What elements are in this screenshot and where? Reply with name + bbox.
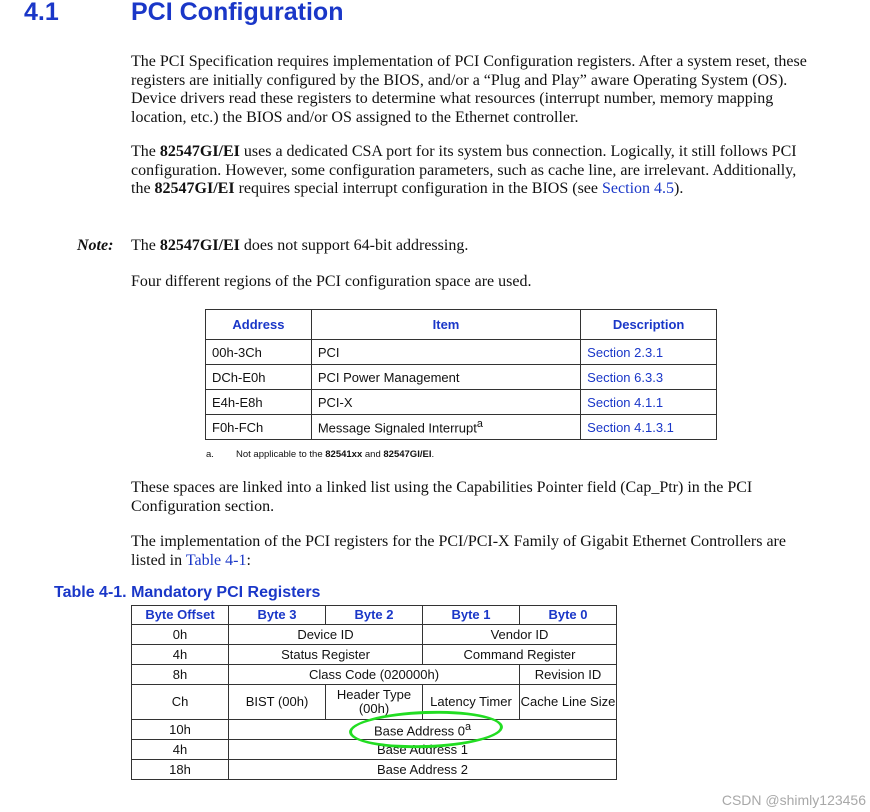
register-cell: Command Register xyxy=(423,645,617,665)
table-4-1-link[interactable]: Table 4-1 xyxy=(185,551,247,569)
column-header: Item xyxy=(311,310,580,340)
item-cell: PCI xyxy=(311,340,580,365)
register-cell: Base Address 1 xyxy=(229,740,617,760)
address-cell: E4h-E8h xyxy=(206,390,312,415)
register-cell: Header Type (00h) xyxy=(326,685,423,720)
table-row xyxy=(132,685,617,720)
regions-paragraph: Four different regions of the PCI configuration space are used. xyxy=(131,273,532,290)
table-footnote: a. Not applicable to the 82541xx and 82547GI/EI. xyxy=(206,449,435,460)
offset-cell: Ch xyxy=(132,685,229,720)
watermark: CSDN @shimly123456 xyxy=(721,792,866,808)
intro-paragraph: The PCI Specification requires implementation of PCI Configuration registers. After a system reset, these registers are initially configured by the BIOS, and/or a “Plug and Play” aware Operating System (OS). Device drivers read these registers to determine what resources (interrupt number, memory mapping location, etc.) the BIOS and/or OS assigned to the Ethernet controller. xyxy=(131,53,807,126)
register-cell: Device ID xyxy=(229,625,423,645)
column-header: Address xyxy=(206,310,312,340)
linked-list-paragraph: These spaces are linked into a linked list using the Capabilities Pointer field (Cap_Ptr) in the PCI Configuration section. xyxy=(131,479,753,515)
product-name: 82547GI/EI xyxy=(154,180,235,197)
description-link[interactable]: Section 2.3.1 xyxy=(581,340,717,365)
column-header: Byte 0 xyxy=(520,606,617,625)
register-cell: Revision ID xyxy=(520,665,617,685)
note-label: Note: xyxy=(77,237,114,254)
table-header-row xyxy=(132,606,617,625)
register-cell: Status Register xyxy=(229,645,423,665)
offset-cell: 18h xyxy=(132,760,229,780)
section-title: PCI Configuration xyxy=(131,0,344,26)
product-name: 82547GI/EI xyxy=(159,237,240,254)
column-header: Byte Offset xyxy=(132,606,229,625)
footnote-marker[interactable]: a xyxy=(476,418,483,431)
csa-paragraph: The 82547GI/EI uses a dedicated CSA port for its system bus connection. Logically, it still follows PCI configuration. However, some configuration parameters, such as cache line, are irrelevant. Additionally, the 82547GI/EI requires special interrupt configuration in the BIOS (see Section 4.5). xyxy=(131,143,797,197)
footnote-marker: a xyxy=(465,721,472,734)
section-number: 4.1 xyxy=(24,0,59,26)
product-name: 82547GI/EI xyxy=(159,143,240,160)
note-text: The 82547GI/EI does not support 64-bit addressing. xyxy=(131,237,469,254)
offset-cell: 10h xyxy=(132,720,229,740)
table-row xyxy=(206,390,717,415)
column-header: Description xyxy=(581,310,717,340)
table-row xyxy=(132,665,617,685)
address-cell: DCh-E0h xyxy=(206,365,312,390)
register-cell: BIST (00h) xyxy=(229,685,326,720)
section-4-5-link[interactable]: Section 4.5 xyxy=(602,180,675,197)
register-cell: Vendor ID xyxy=(423,625,617,645)
config-regions-table xyxy=(205,309,717,440)
table-row xyxy=(132,625,617,645)
description-link[interactable]: Section 4.1.3.1 xyxy=(581,415,717,440)
table-caption: Table 4-1. Mandatory PCI Registers xyxy=(54,584,321,601)
description-link[interactable]: Section 4.1.1 xyxy=(581,390,717,415)
item-cell: PCI Power Management xyxy=(311,365,580,390)
offset-cell: 0h xyxy=(132,625,229,645)
table-row xyxy=(132,760,617,780)
offset-cell: 4h xyxy=(132,645,229,665)
table-row xyxy=(132,645,617,665)
table-row xyxy=(206,340,717,365)
table-row xyxy=(132,740,617,760)
offset-cell: 8h xyxy=(132,665,229,685)
offset-cell: 4h xyxy=(132,740,229,760)
table-header-row xyxy=(206,310,717,340)
register-cell: Base Address 2 xyxy=(229,760,617,780)
table-row xyxy=(132,720,617,740)
column-header: Byte 3 xyxy=(229,606,326,625)
mandatory-pci-registers-table xyxy=(131,605,617,780)
register-cell: Class Code (020000h) xyxy=(229,665,520,685)
table-row xyxy=(206,415,717,440)
implementation-paragraph: The implementation of the PCI registers for the PCI/PCI-X Family of Gigabit Ethernet Controllers are listed in Table 4-1: xyxy=(131,533,786,569)
item-cell: Message Signaled Interrupt$^a$ xyxy=(311,415,580,440)
description-link[interactable]: Section 6.3.3 xyxy=(581,365,717,390)
address-cell: 00h-3Ch xyxy=(206,340,312,365)
register-cell: Latency Timer xyxy=(423,685,520,720)
address-cell: F0h-FCh xyxy=(206,415,312,440)
column-header: Byte 2 xyxy=(326,606,423,625)
item-cell: PCI-X xyxy=(311,390,580,415)
register-cell: Base Address 0$^a$ xyxy=(229,720,617,740)
register-cell: Cache Line Size xyxy=(520,685,617,720)
table-row xyxy=(206,365,717,390)
column-header: Byte 1 xyxy=(423,606,520,625)
